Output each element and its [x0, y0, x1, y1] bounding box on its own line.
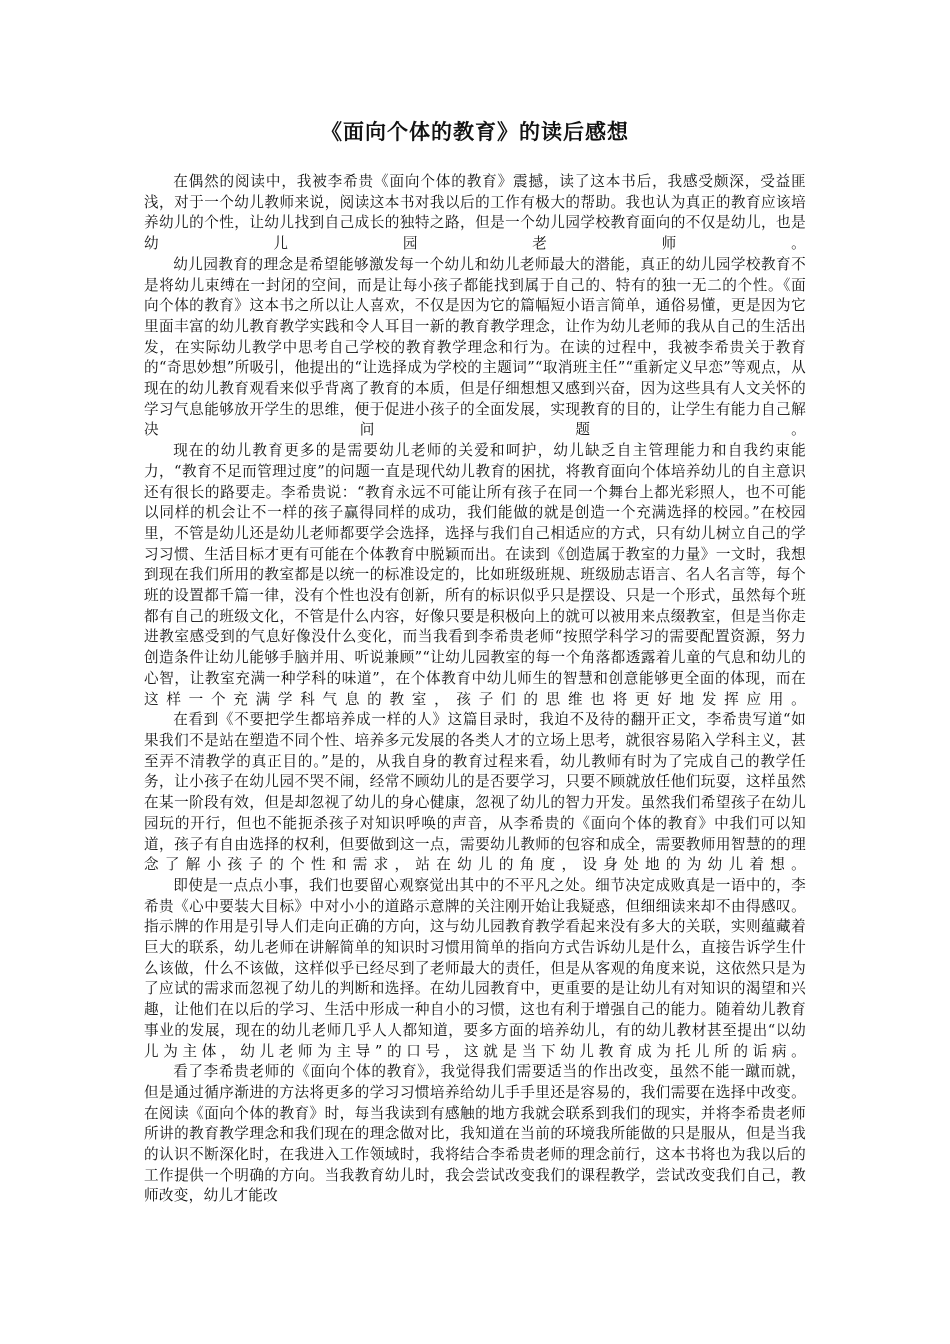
paragraph-3: 现在的幼儿教育更多的是需要幼儿老师的关爱和呵护，幼儿缺乏自主管理能力和自我约束能力，“教育不足而管理过度”的问题一直是现代幼儿教育的困扰，将教育面向个体培养幼儿的自主意识还有很长的路要走。李希贵说：“教育永远不可能让所有孩子在同一个舞台上都光彩照人，也不可能以同样的机会让不一样的孩子赢得同样的成功，我们能做的就是创造一个充满选择的校园。”在校园里，不管是幼儿还是幼儿老师都要学会选择，选择与我们自己相适应的方式，只有幼儿树立自己的学习习惯、生活目标才更有可能在个体教育中脱颖而出。在读到《创造属于教室的力量》一文时，我想到现在我们所用的教室都是以统一的标准设定的，比如班级班规、班级励志语言、名人名言等，每个班的设置都千篇一律，没有个性也没有创新，所有的标识似乎只是摆设、只是一个形式，虽然每个班都有自己的班级文化，不管是什么内容，好像只要是积极向上的就可以被用来点缀教室，但是当你走进教室感受到的气息好像没什么变化，而当我看到李希贵老师“按照学科学习的需要配置资源，努力创造条件让幼儿能够手脑并用、听说兼顾”“让幼儿园教室的每一个角落都透露着儿童的气息和幼儿的心智，让教室充满一种学科的味道”，在个体教育中幼儿师生的智慧和创意能够更全面的体现，而在这样一个充满学科气息的教室，孩子们的思维也将更好地发挥应用。	[144, 442, 806, 708]
paragraph-6: 看了李希贵老师的《面向个体的教育》，我觉得我们需要适当的作出改变，虽然不能一蹴而就，但是通过循序渐进的方法将更多的学习习惯培养给幼儿手手里还是容易的，我们需要在选择中改变。在阅读《面向个体的教育》时，每当我读到有感触的地方我就会联系到我们的现实，并将李希贵老师所讲的教育教学理念和我们现在的理念做对比，我知道在当前的环境我所能做的只是服从，但是当我的认识不断深化时，在我进入工作领域时，我将结合李希贵老师的理念前行，这本书将也为我以后的工作提供一个明确的方向。当我教育幼儿时，我会尝试改变我们的课程教学，尝试改变我们自己，教师改变，幼儿才能改	[144, 1063, 806, 1205]
document-page	[144, 118, 806, 1207]
paragraph-1: 在偶然的阅读中，我被李希贵《面向个体的教育》震撼，读了这本书后，我感受颇深，受益匪浅，对于一个幼儿教师来说，阅读这本书对我以后的工作有极大的帮助。我也认为真正的教育应该培养幼儿的个性，让幼儿找到自己成长的独特之路，但是一个幼儿园学校教育面向的不仅是幼儿，也是幼儿园老师。	[144, 173, 806, 253]
paragraph-2: 幼儿园教育的理念是希望能够激发每一个幼儿和幼儿老师最大的潜能，真正的幼儿园学校教育不是将幼儿束缚在一封闭的空间，而是让每小孩子都能找到属于自己的、特有的独一无二的个性。《面向个体的教育》这本书之所以让人喜欢，不仅是因为它的篇幅短小语言简单，通俗易懂，更是因为它里面丰富的幼儿教育教学实践和令人耳目一新的教育教学理念，让作为幼儿老师的我从自己的生活出发，在实际幼儿教学中思考自己学校的教育教学理念和行为。在读的过程中，我被李希贵关于教育的“奇思妙想”所吸引，他提出的“让选择成为学校的主题词”“取消班主任”“重新定义早恋”等观点，从现在的幼儿教育观看来似乎背离了教育的本质，但是仔细想想又感到兴奋，因为这些具有人文关怀的学习气息能够放开学生的思维，便于促进小孩子的全面发展，实现教育的目的，让学生有能力自己解决问题。	[144, 255, 806, 439]
document-title: 《面向个体的教育》的读后感想	[321, 120, 629, 144]
paragraph-5: 即使是一点点小事，我们也要留心观察觉出其中的不平凡之处。细节决定成败真是一语中的，李希贵《心中要装大目标》中对小小的道路示意牌的关注刚开始让我疑惑，但细细读来却不由得感叹。指示牌的作用是引导人们走向正确的方向，这与幼儿园教育教学看起来没有多大的关联，实则蕴藏着巨大的联系，幼儿老师在讲解简单的知识时习惯用简单的指向方式告诉幼儿是什么，直接告诉学生什么该做，什么不该做，这样似乎已经尽到了老师最大的责任，但是从客观的角度来说，这依然只是为了应试的需求而忽视了幼儿的判断和选择。在幼儿园教育中，更重要的是让幼儿有对知识的渴望和兴趣，让他们在以后的学习、生活中形成一种自小的习惯，这也有利于增强自己的能力。随着幼儿教育事业的发展，现在的幼儿老师几乎人人都知道，要多方面的培养幼儿，有的幼儿教材甚至提出“以幼儿为主体，幼儿老师为主导”的口号，这就是当下幼儿教育成为托儿所的诟病。	[144, 876, 806, 1060]
paragraph-4: 在看到《不要把学生都培养成一样的人》这篇目录时，我迫不及待的翻开正文，李希贵写道“如果我们不是站在塑造不同个性、培养多元发展的各类人才的立场上思考，就很容易陷入学科主义，甚至弄不清教学的真正目的。”是的，从我自身的教育过程来看，幼儿教师有时为了完成自己的教学任务，让小孩子在幼儿园不哭不闹，经常不顾幼儿的是否要学习，只要不顾就放任他们玩耍，这样虽然在某一阶段有效，但是却忽视了幼儿的身心健康，忽视了幼儿的智力开发。虽然我们希望孩子在幼儿园玩的开行，但也不能扼杀孩子对知识呼唤的声音，从李希贵的《面向个体的教育》中我们可以知道，孩子有自由选择的权利，但要做到这一点，需要幼儿教师的包容和成全，需要教师用智慧的的理念了解小孩子的个性和需求，站在幼儿的角度，设身处地的为幼儿着想。	[144, 711, 806, 874]
